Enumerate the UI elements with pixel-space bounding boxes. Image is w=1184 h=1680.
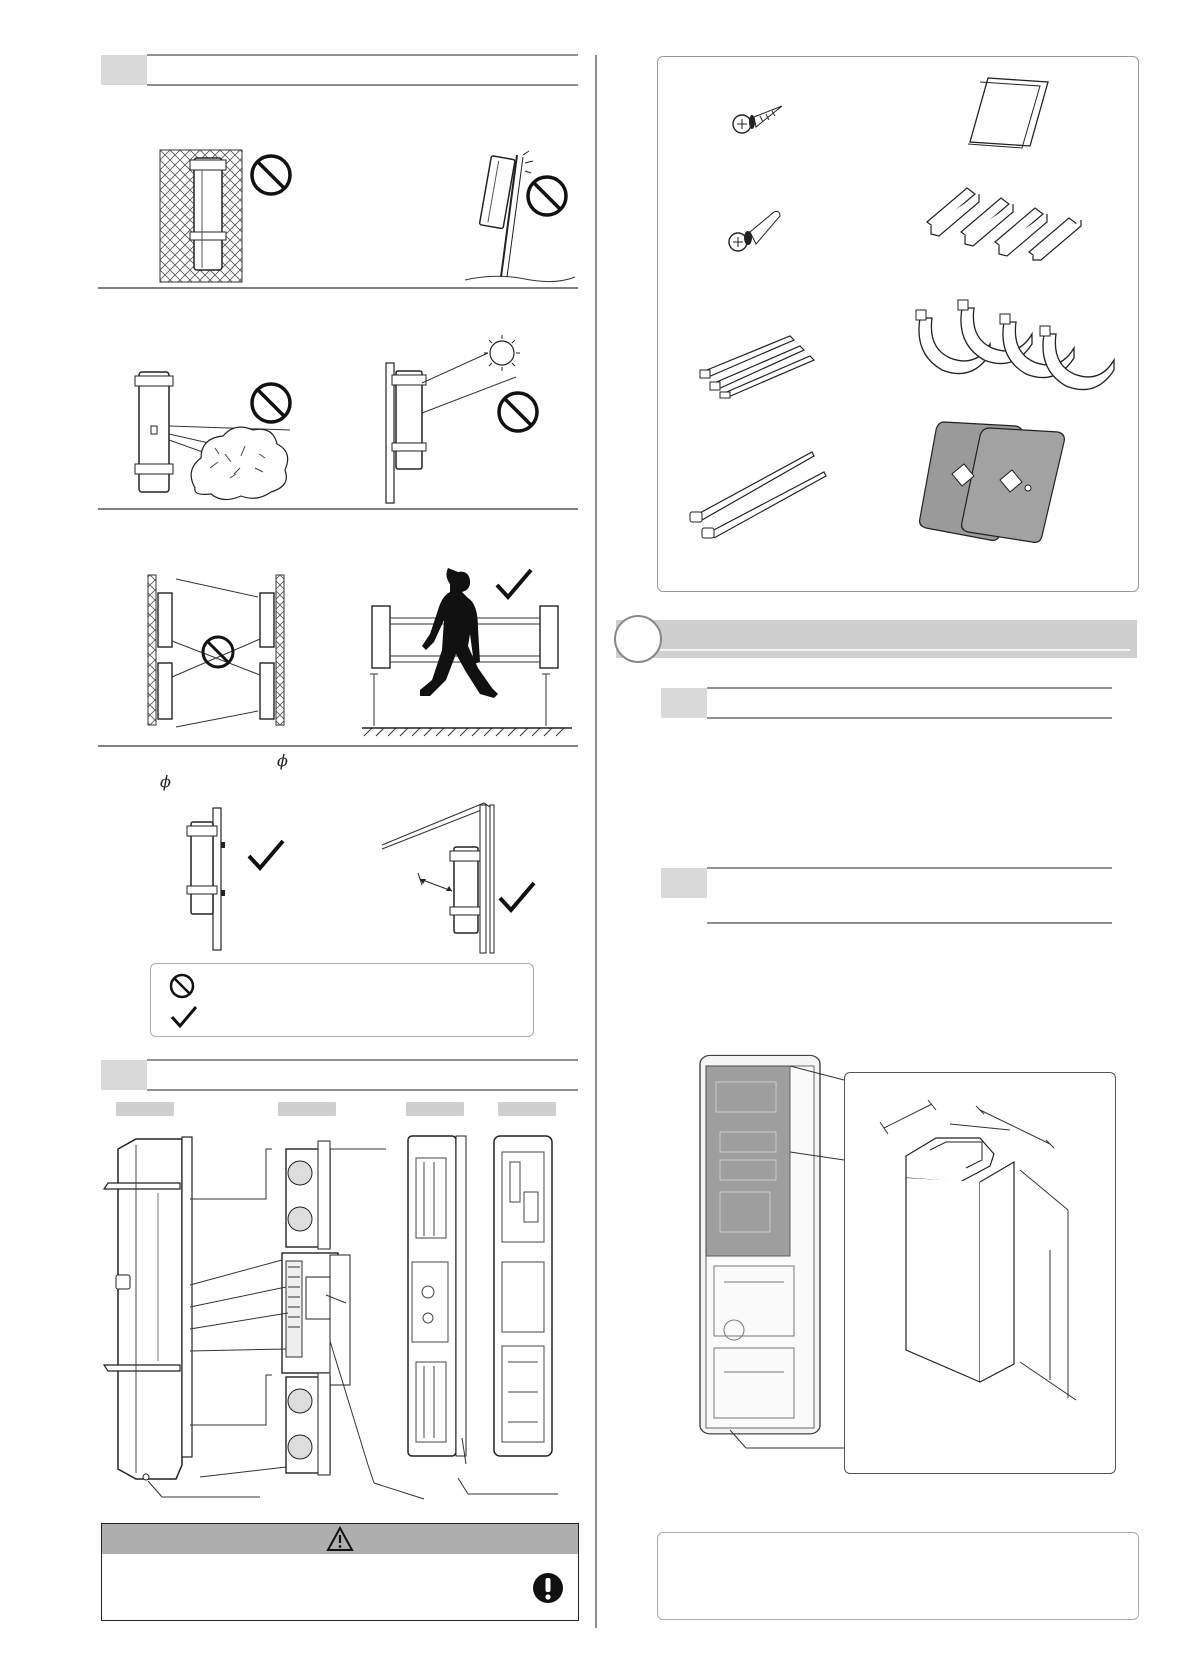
note-box [657, 1532, 1139, 1620]
phi-symbol: ϕ [277, 751, 288, 770]
wiring-hole-cutout [870, 1100, 1100, 1400]
phi-symbol: ϕ [160, 772, 171, 791]
sensor-base-illustration [690, 1052, 850, 1472]
